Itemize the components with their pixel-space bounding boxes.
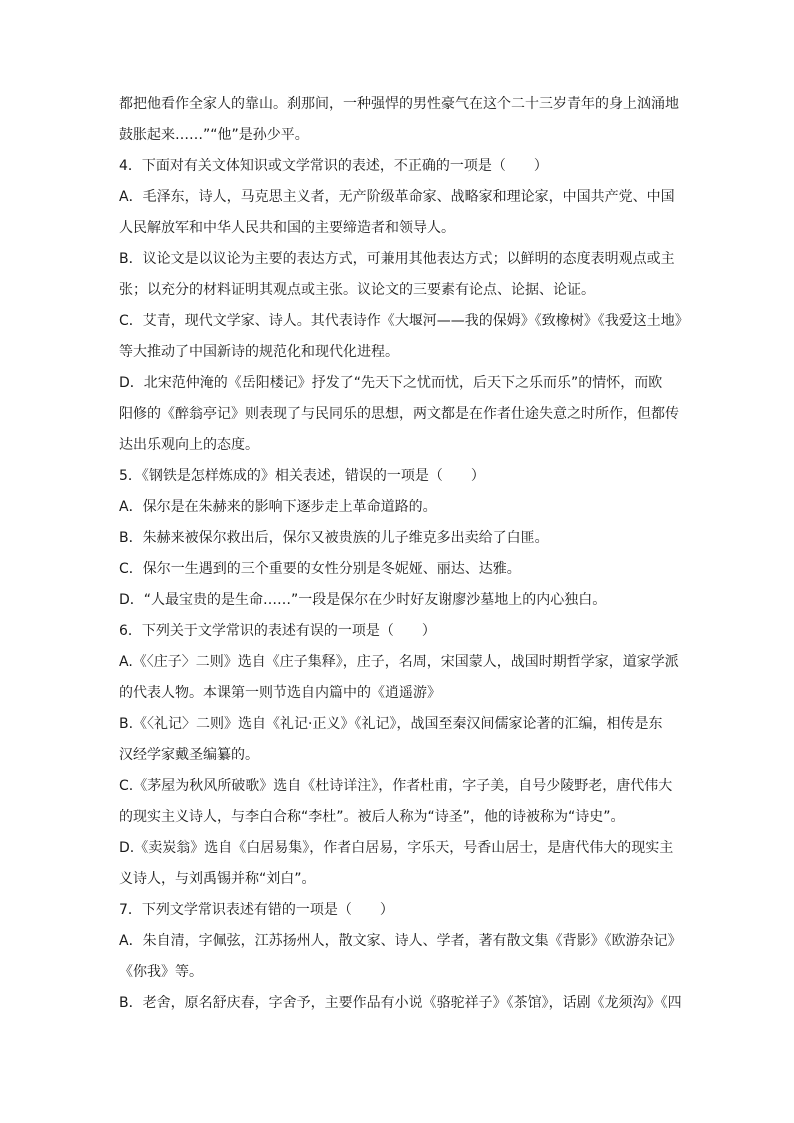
question-7-option-b: B．老舍，原名舒庆春，字舍予，主要作品有小说《骆驼祥子》《茶馆》，话剧《龙须沟》《四 — [119, 995, 682, 1011]
question-7-stem: 7．下列文学常识表述有错的一项是（ ） — [119, 902, 394, 918]
text-line: 的现实主义诗人，与李白合称“李杜”。被后人称为“诗圣”，他的诗被称为“诗史”。 — [119, 809, 625, 825]
question-6-option-c: C.《茅屋为秋风所破歌》选自《杜诗详注》，作者杜甫，字子美，自号少陵野老，唐代伟大 — [119, 778, 673, 794]
text-line: 《你我》等。 — [119, 964, 203, 980]
text-line: 等大推动了中国新诗的规范化和现代化进程。 — [119, 344, 399, 360]
question-5-stem: 5．《钢铁是怎样炼成的》相关表述，错误的一项是（ ） — [119, 468, 485, 484]
text-line: 汉经学家戴圣编纂的。 — [119, 747, 259, 763]
question-4-option-a: A．毛泽东，诗人，马克思主义者，无产阶级革命家、战略家和理论家，中国共产党、中国 — [119, 189, 675, 205]
question-6-stem: 6．下列关于文学常识的表述有误的一项是（ ） — [119, 623, 436, 639]
question-6-option-d: D.《卖炭翁》选自《白居易集》，作者白居易，字乐天，号香山居士，是唐代伟大的现实主 — [119, 840, 674, 856]
text-line: 鼓胀起来……”“他”是孙少平。 — [119, 127, 309, 143]
text-line: 的代表人物。本课第一则节选自内篇中的《逍遥游》 — [119, 685, 441, 701]
question-5-option-b: B．朱赫来被保尔救出后，保尔又被贵族的儿子维克多出卖给了白匪。 — [119, 530, 549, 546]
question-4-option-b: B．议论文是以议论为主要的表达方式，可兼用其他表达方式；以鲜明的态度表明观点或主 — [119, 251, 675, 267]
document-page — [119, 96, 689, 1011]
question-4-stem: 4．下面对有关文体知识或文学常识的表述，不正确的一项是（ ） — [119, 158, 548, 174]
question-6-option-a: A.《〈庄子〉二则》选自《庄子集释》，庄子，名周，宋国蒙人，战国时期哲学家，道家学派 — [119, 654, 679, 670]
text-line: 阳修的《醉翁亭记》则表现了与民同乐的思想，两文都是在作者仕途失意之时所作，但都传 — [119, 406, 679, 422]
text-line: 义诗人，与刘禹锡并称“刘白”。 — [119, 871, 316, 887]
text-line: 张；以充分的材料证明其观点或主张。议论文的三要素有论点、论据、论证。 — [119, 282, 595, 298]
text-line: 人民解放军和中华人民共和国的主要缔造者和领导人。 — [119, 220, 455, 236]
question-4-option-d: D．北宋范仲淹的《岳阳楼记》抒发了“先天下之忧而忧，后天下之乐而乐”的情怀，而欧 — [119, 375, 663, 391]
question-4-option-c: C．艾青，现代文学家、诗人。其代表诗作《大堰河——我的保姆》《致橡树》《我爱这土地》 — [119, 313, 689, 329]
text-line: 都把他看作全家人的靠山。刹那间，一种强悍的男性豪气在这个二十三岁青年的身上汹涌地 — [119, 96, 679, 112]
question-5-option-a: A．保尔是在朱赫来的影响下逐步走上革命道路的。 — [119, 499, 437, 515]
text-line: 达出乐观向上的态度。 — [119, 437, 259, 453]
question-5-option-d: D．“人最宝贵的是生命……”一段是保尔在少时好友谢廖沙墓地上的内心独白。 — [119, 592, 607, 608]
question-5-option-c: C．保尔一生遇到的三个重要的女性分别是冬妮娅、丽达、达雅。 — [119, 561, 521, 577]
question-7-option-a: A．朱自清，字佩弦，江苏扬州人，散文家、诗人、学者，著有散文集《背影》《欧游杂记》 — [119, 933, 682, 949]
question-6-option-b: B.《〈礼记〉二则》选自《礼记·正义》《礼记》，战国至秦汉间儒家论著的汇编，相传是东 — [119, 716, 663, 732]
